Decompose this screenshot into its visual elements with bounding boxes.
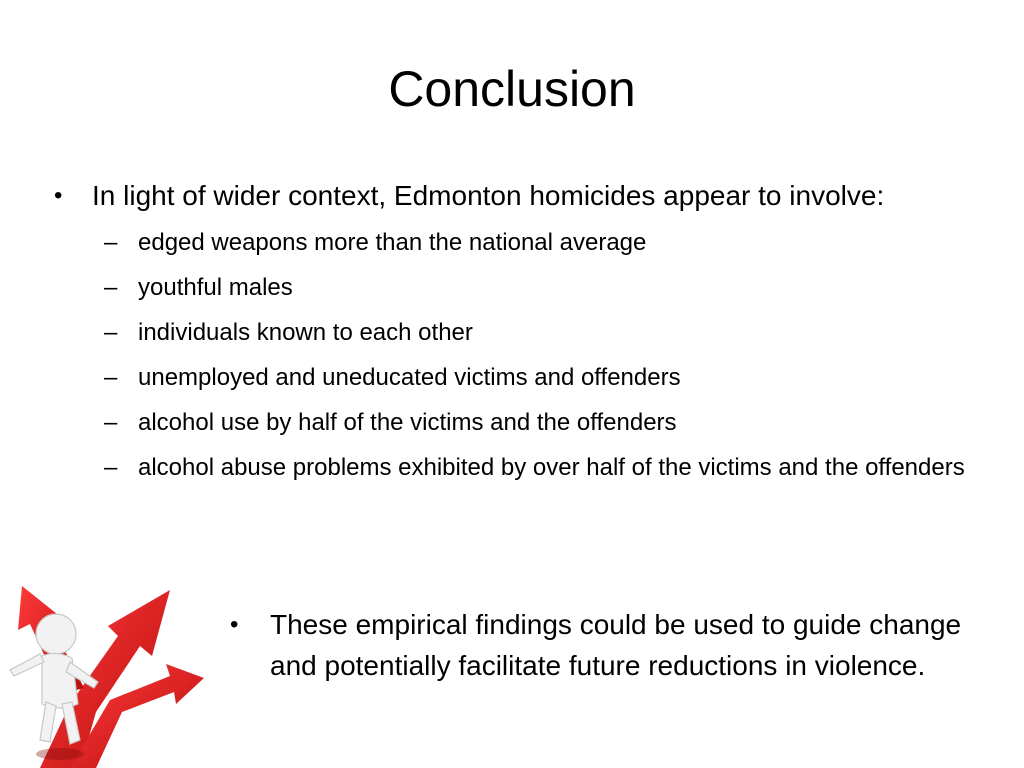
sub-bullet-item	[92, 449, 972, 486]
dash-marker: –	[104, 319, 118, 346]
sub-bullet-text: alcohol use by half of the victims and the offenders	[138, 409, 677, 436]
bullet-marker: •	[54, 182, 63, 209]
dash-marker: –	[104, 274, 118, 301]
sub-bullet-text: youthful males	[138, 274, 293, 301]
sub-bullet-item	[92, 314, 972, 351]
sub-bullet-text: edged weapons more than the national average	[138, 229, 647, 256]
slide-title: Conclusion	[388, 61, 636, 117]
dash-marker: –	[104, 364, 118, 391]
sub-bullet-item	[92, 269, 972, 306]
secondary-bullet-text: These empirical findings could be used to guide change and potentially facilitate future reductions in violence.	[270, 609, 962, 681]
sub-bullet-text: unemployed and uneducated victims and offenders	[138, 364, 681, 391]
figure-crossroads-red-arrows-icon	[0, 584, 214, 768]
main-bullet-text: In light of wider context, Edmonton homicides appear to involve:	[92, 180, 885, 211]
dash-marker: –	[104, 409, 118, 436]
sub-bullet-text: individuals known to each other	[138, 319, 473, 346]
sub-bullet-item	[92, 404, 972, 441]
main-bullet-list	[52, 176, 972, 494]
sub-bullet-list	[92, 224, 972, 486]
secondary-bullet-item	[228, 604, 988, 686]
bullet-marker: •	[230, 611, 239, 638]
sub-bullet-item	[92, 224, 972, 261]
secondary-bullet-list	[228, 604, 988, 686]
dash-marker: –	[104, 454, 118, 481]
sub-bullet-item	[92, 359, 972, 396]
main-bullet-item	[52, 176, 972, 486]
dash-marker: –	[104, 229, 118, 256]
sub-bullet-text: alcohol abuse problems exhibited by over half of the victims and the offenders	[138, 454, 965, 481]
